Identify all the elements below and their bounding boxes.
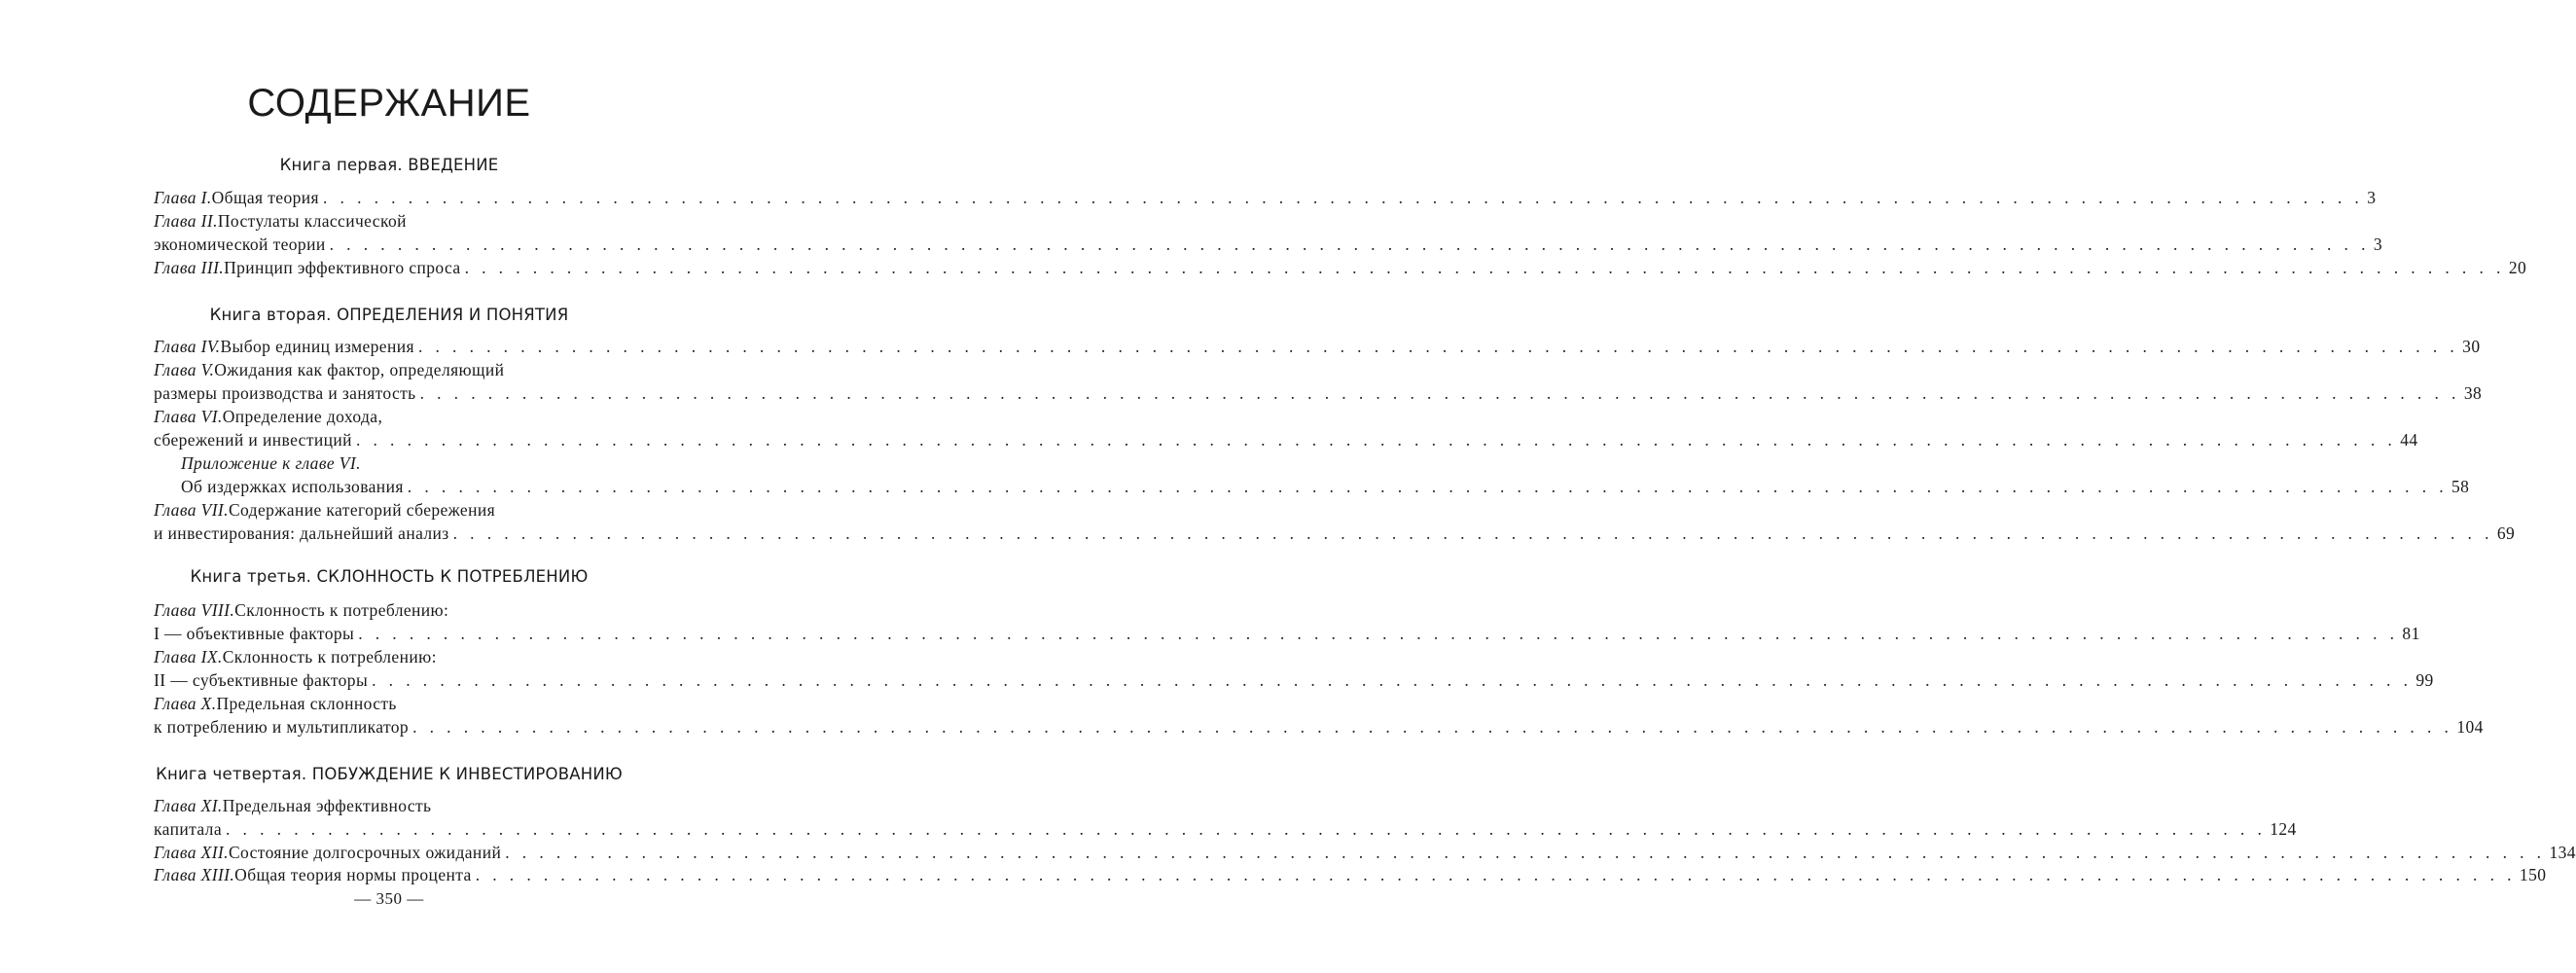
chapter-label: Глава VII. <box>154 500 229 520</box>
book-header: Книга вторая. ОПРЕДЕЛЕНИЯ И ПОНЯТИЯ <box>209 306 569 324</box>
chapter-title: Предельная склонность <box>216 694 397 713</box>
page-number-footer: — 350 — <box>354 889 424 908</box>
page-number: 3 <box>2373 234 2383 254</box>
toc-entry-line[interactable] <box>154 523 2516 547</box>
dot-leader: . . . . . . . . . . . . . . . . . . . . . . . . . . . . . . . . . . . . . . . . . . . . . . . . . . . . . . . . . . . . . . . . . . . . . . . . . . . . . . . . . . . . . . . . . . . . . . . . . . . . . . . . . . . . . . . . . . . . . . . . <box>322 188 2364 207</box>
chapter-label: Приложение к главе VI. <box>181 453 361 473</box>
chapter-label: Глава VIII. <box>154 600 235 620</box>
chapter-label: Глава X. <box>154 694 217 713</box>
dot-leader: . . . . . . . . . . . . . . . . . . . . . . . . . . . . . . . . . . . . . . . . . . . . . . . . . . . . . . . . . . . . . . . . . . . . . . . . . . . . . . . . . . . . . . . . . . . . . . . . . . . . . . . . . . . . . . . . . . . . . . . . <box>417 337 2459 356</box>
toc-entry-line[interactable] <box>154 211 687 234</box>
book-header: Книга четвертая. ПОБУЖДЕНИЕ К ИНВЕСТИРОВАНИЮ <box>156 765 623 783</box>
page-number: 99 <box>2415 670 2434 690</box>
dot-leader: . . . . . . . . . . . . . . . . . . . . . . . . . . . . . . . . . . . . . . . . . . . . . . . . . . . . . . . . . . . . . . . . . . . . . . . . . . . . . . . . . . . . . . . . . . . . . . . . . . . . . . . . . . . . . . . . . . . . . . . . <box>329 234 2370 254</box>
dot-leader: . . . . . . . . . . . . . . . . . . . . . . . . . . . . . . . . . . . . . . . . . . . . . . . . . . . . . . . . . . . . . . . . . . . . . . . . . . . . . . . . . . . . . . . . . . . . . . . . . . . . . . . . . . . . . . . . . . . . . . . . <box>475 865 2516 884</box>
toc-entry-line[interactable] <box>154 188 2377 211</box>
toc-entry-line[interactable] <box>154 383 2483 407</box>
chapter-title: экономической теории <box>154 234 326 254</box>
page-number: 30 <box>2462 337 2481 356</box>
toc-entry-line[interactable] <box>154 819 2297 843</box>
toc-entry-line[interactable] <box>154 717 2484 740</box>
chapter-title: и инвестирования: дальнейший анализ <box>154 523 449 543</box>
chapter-title: Предельная эффективность <box>222 796 432 815</box>
chapter-title: Определение дохода, <box>222 407 383 426</box>
chapter-title: к потреблению и мультипликатор <box>154 717 410 737</box>
dot-leader: . . . . . . . . . . . . . . . . . . . . . . . . . . . . . . . . . . . . . . . . . . . . . . . . . . . . . . . . . . . . . . . . . . . . . . . . . . . . . . . . . . . . . . . . . . . . . . . . . . . . . . . . . . . . . . . . . . . . . . . . <box>226 819 2267 839</box>
chapter-label: Глава I. <box>154 188 212 207</box>
chapter-label: Глава V. <box>154 360 215 379</box>
chapter-title: II — субъективные факторы <box>154 670 369 690</box>
chapter-label: Глава XI. <box>154 796 223 815</box>
toc-entry-line[interactable] <box>154 865 2547 888</box>
toc-entry-line[interactable] <box>154 843 2576 866</box>
page-number: 3 <box>2367 188 2377 207</box>
chapter-title: капитала <box>154 819 222 839</box>
chapter-title: сбережений и инвестиций <box>154 430 352 450</box>
chapter-label: Глава XII. <box>154 843 229 862</box>
book-header: Книга третья. СКЛОННОСТЬ К ПОТРЕБЛЕНИЮ <box>190 567 589 586</box>
chapter-label: Глава III. <box>154 258 225 277</box>
page-number: 20 <box>2508 258 2527 277</box>
chapter-title: Выбор единиц измерения <box>220 337 414 356</box>
toc-entry-line[interactable] <box>154 647 687 670</box>
toc-entry-line[interactable] <box>154 258 2527 281</box>
page-number: 58 <box>2451 477 2470 496</box>
page-number: 124 <box>2270 819 2297 839</box>
page-number: 81 <box>2402 624 2420 643</box>
toc-entry-line[interactable] <box>154 624 2420 647</box>
toc-entry-line[interactable] <box>154 500 687 523</box>
chapter-title: Склонность к потреблению: <box>222 647 437 667</box>
page-number: 38 <box>2463 383 2483 403</box>
page-number: 134 <box>2549 843 2576 862</box>
toc-entry-line[interactable] <box>154 670 2434 694</box>
book-header: Книга первая. ВВЕДЕНИЕ <box>279 156 499 174</box>
dot-leader: . . . . . . . . . . . . . . . . . . . . . . . . . . . . . . . . . . . . . . . . . . . . . . . . . . . . . . . . . . . . . . . . . . . . . . . . . . . . . . . . . . . . . . . . . . . . . . . . . . . . . . . . . . . . . . . . . . . . . . . . <box>358 624 2399 643</box>
page-number: 44 <box>2400 430 2418 450</box>
toc-entry-line[interactable] <box>154 337 2481 360</box>
dot-leader: . . . . . . . . . . . . . . . . . . . . . . . . . . . . . . . . . . . . . . . . . . . . . . . . . . . . . . . . . . . . . . . . . . . . . . . . . . . . . . . . . . . . . . . . . . . . . . . . . . . . . . . . . . . . . . . . . . . . . . . . <box>412 717 2453 737</box>
toc-entry-line[interactable] <box>154 430 2418 453</box>
chapter-label: Глава IV. <box>154 337 221 356</box>
toc-entry-line[interactable] <box>154 796 687 819</box>
chapter-title: Постулаты классической <box>217 211 407 231</box>
chapter-title: Склонность к потреблению: <box>234 600 449 620</box>
chapter-title: I — объективные факторы <box>154 624 355 643</box>
toc-entry-line[interactable] <box>181 477 2470 500</box>
dot-leader: . . . . . . . . . . . . . . . . . . . . . . . . . . . . . . . . . . . . . . . . . . . . . . . . . . . . . . . . . . . . . . . . . . . . . . . . . . . . . . . . . . . . . . . . . . . . . . . . . . . . . . . . . . . . . . . . . . . . . . . . <box>452 523 2493 543</box>
page-number: 150 <box>2519 865 2547 884</box>
page-number: 104 <box>2456 717 2484 737</box>
toc-entry-line[interactable] <box>154 360 687 383</box>
toc-entry-line[interactable] <box>154 407 687 430</box>
dot-leader: . . . . . . . . . . . . . . . . . . . . . . . . . . . . . . . . . . . . . . . . . . . . . . . . . . . . . . . . . . . . . . . . . . . . . . . . . . . . . . . . . . . . . . . . . . . . . . . . . . . . . . . . . . . . . . . . . . . . . . . . <box>407 477 2449 496</box>
dot-leader: . . . . . . . . . . . . . . . . . . . . . . . . . . . . . . . . . . . . . . . . . . . . . . . . . . . . . . . . . . . . . . . . . . . . . . . . . . . . . . . . . . . . . . . . . . . . . . . . . . . . . . . . . . . . . . . . . . . . . . . . <box>355 430 2397 450</box>
chapter-title: Общая теория нормы процента <box>234 865 472 884</box>
chapter-title: размеры производства и занятость <box>154 383 416 403</box>
dot-leader: . . . . . . . . . . . . . . . . . . . . . . . . . . . . . . . . . . . . . . . . . . . . . . . . . . . . . . . . . . . . . . . . . . . . . . . . . . . . . . . . . . . . . . . . . . . . . . . . . . . . . . . . . . . . . . . . . . . . . . . . <box>505 843 2546 862</box>
dot-leader: . . . . . . . . . . . . . . . . . . . . . . . . . . . . . . . . . . . . . . . . . . . . . . . . . . . . . . . . . . . . . . . . . . . . . . . . . . . . . . . . . . . . . . . . . . . . . . . . . . . . . . . . . . . . . . . . . . . . . . . . <box>464 258 2505 277</box>
chapter-title: Состояние долгосрочных ожиданий <box>228 843 502 862</box>
chapter-label: Глава XIII. <box>154 865 235 884</box>
toc-entry-line[interactable] <box>154 234 2383 258</box>
chapter-label: Глава VI. <box>154 407 223 426</box>
chapter-title: Ожидания как фактор, определяющий <box>214 360 505 379</box>
dot-leader: . . . . . . . . . . . . . . . . . . . . . . . . . . . . . . . . . . . . . . . . . . . . . . . . . . . . . . . . . . . . . . . . . . . . . . . . . . . . . . . . . . . . . . . . . . . . . . . . . . . . . . . . . . . . . . . . . . . . . . . . <box>419 383 2460 403</box>
page-number: 69 <box>2496 523 2516 543</box>
chapter-label: Глава II. <box>154 211 218 231</box>
chapter-label: Глава IX. <box>154 647 223 667</box>
chapter-title: Содержание категорий сбережения <box>228 500 496 520</box>
chapter-title: Об издержках использования <box>181 477 404 496</box>
chapter-title: Принцип эффективного спроса <box>224 258 461 277</box>
chapter-title: Общая теория <box>211 188 319 207</box>
toc-entry-line[interactable] <box>154 694 687 717</box>
toc-entry-line[interactable] <box>154 600 687 624</box>
toc-entry-line[interactable] <box>181 453 687 477</box>
dot-leader: . . . . . . . . . . . . . . . . . . . . . . . . . . . . . . . . . . . . . . . . . . . . . . . . . . . . . . . . . . . . . . . . . . . . . . . . . . . . . . . . . . . . . . . . . . . . . . . . . . . . . . . . . . . . . . . . . . . . . . . . <box>372 670 2413 690</box>
page-title: СОДЕРЖАНИЕ <box>247 82 531 125</box>
